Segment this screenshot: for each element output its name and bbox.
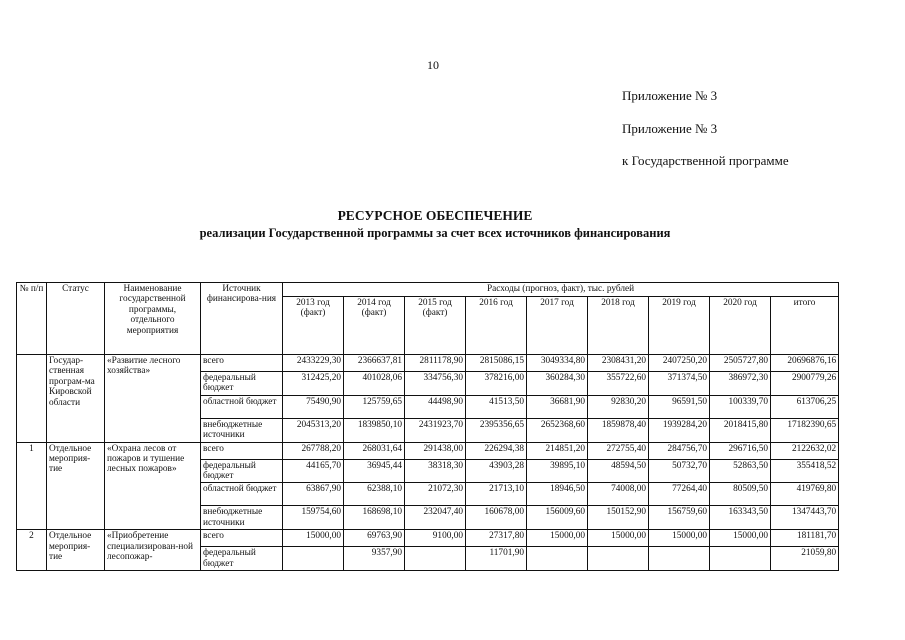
row-source: всего bbox=[201, 355, 283, 372]
row-source: внебюджетные источники bbox=[201, 506, 283, 530]
col-header-year: 2015 год (факт) bbox=[405, 297, 466, 355]
expense-value-cell: 355722,60 bbox=[588, 372, 649, 396]
col-header-status: Статус bbox=[47, 283, 105, 355]
expense-value-cell: 43903,28 bbox=[466, 459, 527, 483]
row-source: внебюджетные источники bbox=[201, 418, 283, 442]
row-source: всего bbox=[201, 530, 283, 547]
expense-value-cell: 36945,44 bbox=[344, 459, 405, 483]
expense-value-cell: 80509,50 bbox=[710, 483, 771, 506]
col-header-name: Наименование государственной программы, отдельного мероприятия bbox=[105, 283, 201, 355]
expense-value-cell: 181181,70 bbox=[771, 530, 839, 547]
table-row bbox=[17, 530, 839, 547]
expense-value-cell: 156009,60 bbox=[527, 506, 588, 530]
expense-value-cell: 44165,70 bbox=[283, 459, 344, 483]
row-source: областной бюджет bbox=[201, 395, 283, 418]
expense-value-cell: 52863,50 bbox=[710, 459, 771, 483]
col-header-year: 2016 год bbox=[466, 297, 527, 355]
expense-value-cell: 21713,10 bbox=[466, 483, 527, 506]
expense-value-cell bbox=[710, 547, 771, 571]
expense-value-cell: 312425,20 bbox=[283, 372, 344, 396]
appendix-program-label: к Государственной программе bbox=[622, 153, 789, 168]
expense-value-cell: 419769,80 bbox=[771, 483, 839, 506]
table-row bbox=[17, 355, 839, 372]
expense-value-cell: 62388,10 bbox=[344, 483, 405, 506]
expense-value-cell: 9357,90 bbox=[344, 547, 405, 571]
expense-value-cell: 2431923,70 bbox=[405, 418, 466, 442]
col-header-year: 2018 год bbox=[588, 297, 649, 355]
row-status: Отдельное мероприя-тие bbox=[47, 442, 105, 530]
expense-value-cell: 291438,00 bbox=[405, 442, 466, 459]
expense-value-cell: 96591,50 bbox=[649, 395, 710, 418]
expense-value-cell: 92830,20 bbox=[588, 395, 649, 418]
row-num: 2 bbox=[17, 530, 47, 571]
row-source: федеральный бюджет bbox=[201, 372, 283, 396]
expense-value-cell: 21059,80 bbox=[771, 547, 839, 571]
expense-value-cell: 69763,90 bbox=[344, 530, 405, 547]
expense-value-cell: 2407250,20 bbox=[649, 355, 710, 372]
expense-value-cell: 44498,90 bbox=[405, 395, 466, 418]
expense-value-cell: 355418,52 bbox=[771, 459, 839, 483]
expense-value-cell: 11701,90 bbox=[466, 547, 527, 571]
expense-value-cell: 15000,00 bbox=[527, 530, 588, 547]
expense-value-cell: 156759,60 bbox=[649, 506, 710, 530]
expense-value-cell: 15000,00 bbox=[588, 530, 649, 547]
row-source: федеральный бюджет bbox=[201, 459, 283, 483]
row-num: 1 bbox=[17, 442, 47, 530]
expense-value-cell: 1859878,40 bbox=[588, 418, 649, 442]
expense-value-cell: 168698,10 bbox=[344, 506, 405, 530]
document-title: РЕСУРСНОЕ ОБЕСПЕЧЕНИЕ bbox=[337, 208, 533, 223]
appendix-label: Приложение № 3 bbox=[622, 88, 718, 103]
expense-value-cell: 21072,30 bbox=[405, 483, 466, 506]
expense-value-cell: 226294,38 bbox=[466, 442, 527, 459]
table-row bbox=[17, 442, 839, 459]
expense-value-cell: 296716,50 bbox=[710, 442, 771, 459]
expense-value-cell: 39895,10 bbox=[527, 459, 588, 483]
expense-value-cell: 50732,70 bbox=[649, 459, 710, 483]
expense-value-cell: 232047,40 bbox=[405, 506, 466, 530]
expense-value-cell: 2395356,65 bbox=[466, 418, 527, 442]
expense-value-cell: 2308431,20 bbox=[588, 355, 649, 372]
expense-value-cell: 378216,00 bbox=[466, 372, 527, 396]
page-number: 10 bbox=[427, 58, 439, 72]
expense-value-cell: 360284,30 bbox=[527, 372, 588, 396]
expense-value-cell: 160678,00 bbox=[466, 506, 527, 530]
appendix-label: Приложение № 3 bbox=[622, 121, 718, 136]
row-name: «Развитие лесного хозяйства» bbox=[105, 355, 201, 443]
expense-value-cell bbox=[649, 547, 710, 571]
row-num bbox=[17, 355, 47, 443]
expense-value-cell bbox=[527, 547, 588, 571]
expense-value-cell: 1839850,10 bbox=[344, 418, 405, 442]
row-source: всего bbox=[201, 442, 283, 459]
expense-value-cell: 334756,30 bbox=[405, 372, 466, 396]
expense-value-cell: 386972,30 bbox=[710, 372, 771, 396]
expense-value-cell: 17182390,65 bbox=[771, 418, 839, 442]
expense-value-cell: 214851,20 bbox=[527, 442, 588, 459]
col-header-year: 2017 год bbox=[527, 297, 588, 355]
expense-value-cell bbox=[283, 547, 344, 571]
expense-value-cell: 1347443,70 bbox=[771, 506, 839, 530]
expense-value-cell: 2811178,90 bbox=[405, 355, 466, 372]
expense-value-cell: 20696876,16 bbox=[771, 355, 839, 372]
expense-value-cell: 15000,00 bbox=[649, 530, 710, 547]
expense-value-cell: 63867,90 bbox=[283, 483, 344, 506]
col-header-year: 2019 год bbox=[649, 297, 710, 355]
expense-value-cell: 284756,70 bbox=[649, 442, 710, 459]
expense-value-cell: 2433229,30 bbox=[283, 355, 344, 372]
expense-value-cell: 2652368,60 bbox=[527, 418, 588, 442]
col-header-expenses: Расходы (прогноз, факт), тыс. рублей bbox=[283, 283, 839, 297]
col-header-source: Источник финансирова-ния bbox=[201, 283, 283, 355]
col-header-year: итого bbox=[771, 297, 839, 355]
expense-value-cell: 41513,50 bbox=[466, 395, 527, 418]
expense-value-cell: 401028,06 bbox=[344, 372, 405, 396]
expense-value-cell: 163343,50 bbox=[710, 506, 771, 530]
expense-value-cell: 272755,40 bbox=[588, 442, 649, 459]
resource-table bbox=[16, 282, 839, 571]
expense-value-cell: 1939284,20 bbox=[649, 418, 710, 442]
expense-value-cell: 2505727,80 bbox=[710, 355, 771, 372]
col-header-year: 2013 год (факт) bbox=[283, 297, 344, 355]
expense-value-cell: 267788,20 bbox=[283, 442, 344, 459]
expense-value-cell: 2900779,26 bbox=[771, 372, 839, 396]
expense-value-cell: 3049334,80 bbox=[527, 355, 588, 372]
expense-value-cell: 74008,00 bbox=[588, 483, 649, 506]
expense-value-cell: 371374,50 bbox=[649, 372, 710, 396]
expense-value-cell: 75490,90 bbox=[283, 395, 344, 418]
expense-value-cell: 2122632,02 bbox=[771, 442, 839, 459]
expense-value-cell: 2018415,80 bbox=[710, 418, 771, 442]
row-status: Отдельное мероприя-тие bbox=[47, 530, 105, 571]
expense-value-cell: 36681,90 bbox=[527, 395, 588, 418]
expense-value-cell: 613706,25 bbox=[771, 395, 839, 418]
expense-value-cell: 159754,60 bbox=[283, 506, 344, 530]
expense-value-cell bbox=[405, 547, 466, 571]
expense-value-cell: 2045313,20 bbox=[283, 418, 344, 442]
row-name: «Охрана лесов от пожаров и тушение лесных пожаров» bbox=[105, 442, 201, 530]
row-status: Государ-ственная програм-ма Кировской области bbox=[47, 355, 105, 443]
expense-value-cell: 48594,50 bbox=[588, 459, 649, 483]
col-header-year: 2020 год bbox=[710, 297, 771, 355]
expense-value-cell: 150152,90 bbox=[588, 506, 649, 530]
expense-value-cell: 18946,50 bbox=[527, 483, 588, 506]
expense-value-cell: 15000,00 bbox=[710, 530, 771, 547]
expense-value-cell: 38318,30 bbox=[405, 459, 466, 483]
expense-value-cell: 2815086,15 bbox=[466, 355, 527, 372]
document-subtitle: реализации Государственной программы за счет всех источников финансирования bbox=[199, 226, 671, 240]
row-source: федеральный бюджет bbox=[201, 547, 283, 571]
row-name: «Приобретение специализирован-ной лесопожар- bbox=[105, 530, 201, 571]
expense-value-cell: 15000,00 bbox=[283, 530, 344, 547]
expense-value-cell: 77264,40 bbox=[649, 483, 710, 506]
expense-value-cell: 2366637,81 bbox=[344, 355, 405, 372]
expense-value-cell: 268031,64 bbox=[344, 442, 405, 459]
expense-value-cell: 9100,00 bbox=[405, 530, 466, 547]
expense-value-cell: 100339,70 bbox=[710, 395, 771, 418]
col-header-year: 2014 год (факт) bbox=[344, 297, 405, 355]
expense-value-cell: 27317,80 bbox=[466, 530, 527, 547]
row-source: областной бюджет bbox=[201, 483, 283, 506]
expense-value-cell bbox=[588, 547, 649, 571]
col-header-num: № п/п bbox=[17, 283, 47, 355]
expense-value-cell: 125759,65 bbox=[344, 395, 405, 418]
